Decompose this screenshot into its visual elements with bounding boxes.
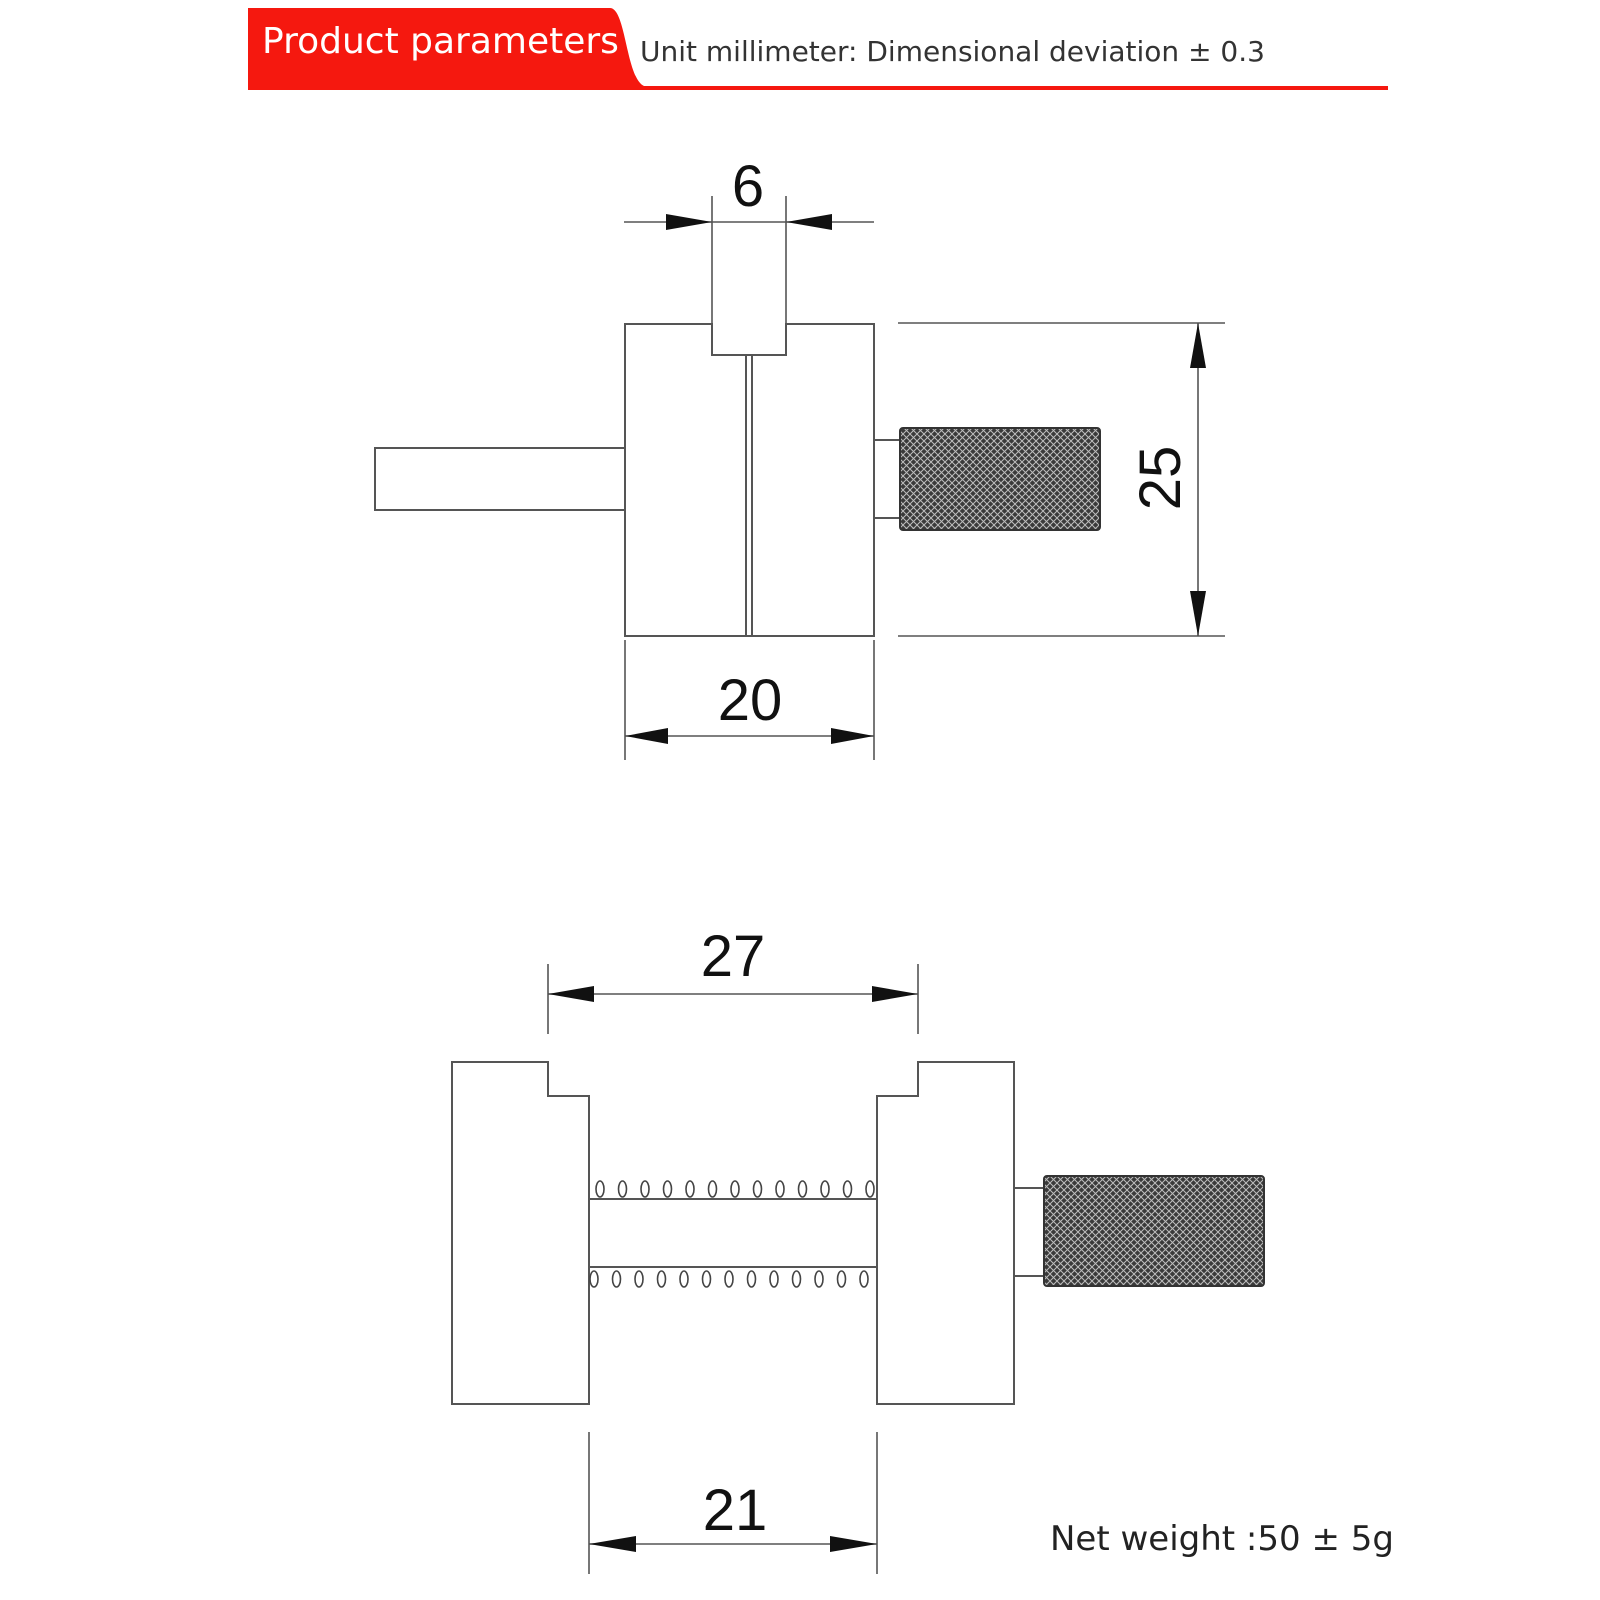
left-jaw	[452, 1062, 589, 1404]
spring-coils-top	[596, 1181, 874, 1197]
spring-coil	[590, 1271, 598, 1287]
top-knurled-knob	[900, 428, 1100, 530]
bottom-knob-neck	[1014, 1188, 1044, 1276]
top-block	[625, 324, 874, 636]
spring-coil	[844, 1181, 852, 1197]
top-rod	[375, 448, 625, 510]
spring-coil	[799, 1181, 807, 1197]
spring-coil	[748, 1271, 756, 1287]
dim-height: 25	[1128, 445, 1193, 511]
header-title: Product parameters	[262, 21, 619, 62]
spring-coil	[664, 1181, 672, 1197]
top-knob-neck	[874, 440, 900, 518]
spring-coil	[731, 1181, 739, 1197]
spring-coil	[815, 1271, 823, 1287]
spring-coil	[596, 1181, 604, 1197]
spring-coil	[821, 1181, 829, 1197]
dim-width: 20	[717, 668, 783, 733]
spring-coil	[703, 1271, 711, 1287]
right-jaw	[877, 1062, 1014, 1404]
spring-coil	[680, 1271, 688, 1287]
spring-coil	[725, 1271, 733, 1287]
spring-coil	[613, 1271, 621, 1287]
dim-slot-width: 6	[731, 154, 765, 219]
guide-rod	[589, 1199, 877, 1267]
spring-coil	[658, 1271, 666, 1287]
spring-coil	[619, 1181, 627, 1197]
spring-coil	[635, 1271, 643, 1287]
spring-coil	[770, 1271, 778, 1287]
spring-coil	[641, 1181, 649, 1197]
bottom-knurled-knob	[1044, 1176, 1264, 1286]
spring-coil	[776, 1181, 784, 1197]
dim-outer-span: 27	[700, 924, 766, 989]
spring-coil	[866, 1181, 874, 1197]
spring-coil	[686, 1181, 694, 1197]
spring-coils-bottom	[590, 1271, 868, 1287]
bottom-view	[452, 1062, 1264, 1404]
spring-coil	[793, 1271, 801, 1287]
net-weight-label: Net weight :50 ± 5g	[1050, 1519, 1394, 1559]
header-subtitle: Unit millimeter: Dimensional deviation ± 0.3	[640, 35, 1265, 68]
spring-coil	[860, 1271, 868, 1287]
spring-coil	[709, 1181, 717, 1197]
dim-inner-span: 21	[702, 1478, 768, 1543]
spring-coil	[754, 1181, 762, 1197]
top-view	[375, 324, 1100, 636]
spring-coil	[838, 1271, 846, 1287]
